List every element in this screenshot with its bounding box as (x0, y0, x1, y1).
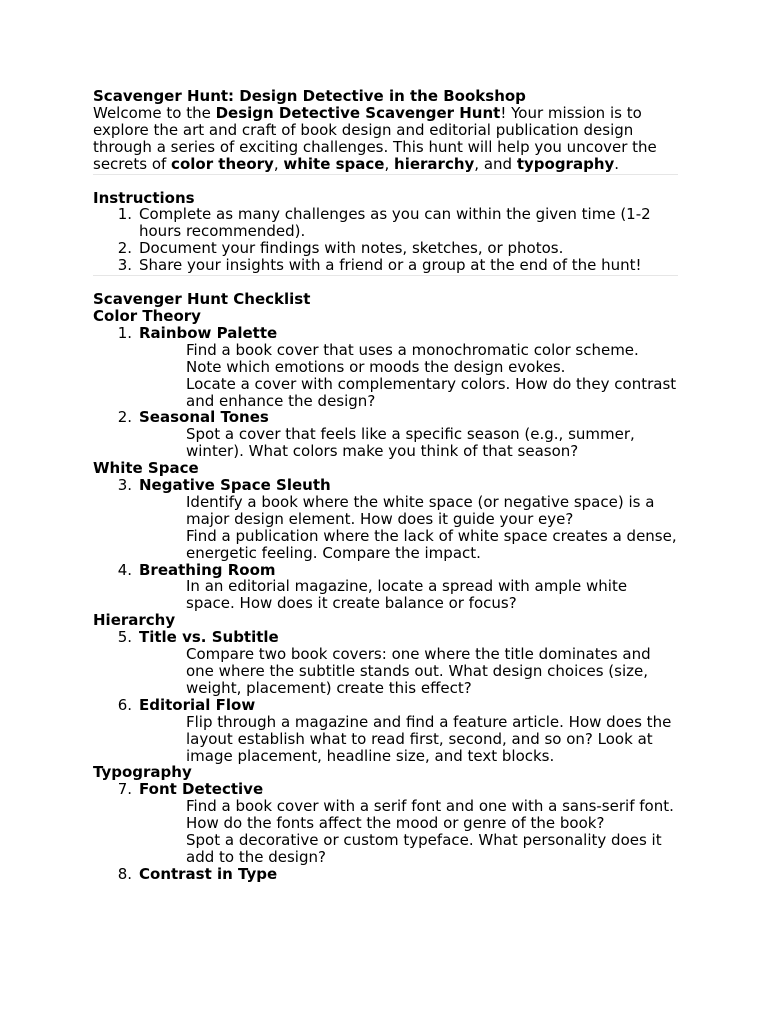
document-title: Scavenger Hunt: Design Detective in the Bookshop (93, 87, 526, 105)
instructions-heading: Instructions (93, 188, 195, 207)
intro-text: , (384, 154, 395, 173)
item-number: 6. (117, 695, 132, 714)
intro-text: . (614, 154, 620, 173)
item-title: Rainbow Palette (139, 323, 278, 342)
step-text: Complete as many challenges as you can within the given time (1-2 hours recommended). (139, 205, 651, 241)
item-number: 2. (117, 408, 132, 427)
item-title: Breathing Room (139, 560, 276, 579)
intro-text: , and (474, 154, 517, 173)
checklist-item (93, 409, 678, 426)
step-text: Share your insights with a friend or a group at the end of the hunt! (139, 256, 642, 275)
document-page (93, 88, 678, 883)
checklist-item (93, 325, 678, 342)
step-text: Document your findings with notes, sketches, or photos. (139, 239, 564, 258)
item-title: Editorial Flow (139, 695, 256, 714)
intro-bold-color-theory: color theory (171, 154, 274, 173)
item-prompt: Find a book cover with a serif font and one with a sans-serif font. How do the fonts affect the mood or genre of the book? (186, 797, 674, 833)
item-prompt: Compare two book covers: one where the title dominates and one where the subtitle stands out. What design choices (size, weight, placement) create this effect? (186, 645, 651, 697)
intro-text: , (273, 154, 284, 173)
item-number: 8. (117, 864, 132, 883)
item-title: Title vs. Subtitle (139, 628, 279, 647)
instruction-step (93, 257, 678, 274)
checklist-heading: Scavenger Hunt Checklist (93, 290, 311, 309)
item-prompt: Identify a book where the white space (or negative space) is a major design element. How does it guide your eye? (186, 492, 655, 528)
item-prompt: Find a publication where the lack of white space creates a dense, energetic feeling. Compare the impact. (186, 526, 677, 562)
section-divider (93, 174, 678, 175)
category-heading: Typography (93, 763, 192, 782)
item-prompt: Locate a cover with complementary colors. How do they contrast and enhance the design? (186, 374, 677, 410)
item-number: 3. (117, 476, 132, 495)
category-heading: Hierarchy (93, 611, 176, 630)
item-number: 1. (117, 323, 132, 342)
intro-paragraph (93, 105, 678, 173)
item-prompt: Find a book cover that uses a monochromatic color scheme. Note which emotions or moods the design evokes. (186, 340, 639, 376)
category-heading: Color Theory (93, 306, 201, 325)
item-prompt: Flip through a magazine and find a feature article. How does the layout establish what to read first, second, and so on? Look at image placement, headline size, and text blocks. (186, 712, 672, 765)
step-number: 3. (117, 256, 132, 275)
intro-bold-hunt-name: Design Detective Scavenger Hunt (215, 103, 501, 122)
item-title: Font Detective (139, 780, 264, 799)
checklist-item (93, 697, 678, 714)
checklist-item (93, 477, 678, 494)
item-number: 5. (117, 628, 132, 647)
checklist-item (93, 562, 678, 579)
item-title: Seasonal Tones (139, 408, 269, 427)
intro-bold-hierarchy: hierarchy (394, 154, 475, 173)
intro-text: Welcome to the (93, 103, 216, 122)
instruction-step (93, 240, 678, 257)
checklist-item (93, 781, 678, 798)
instructions-list (93, 206, 678, 274)
step-number: 1. (117, 205, 132, 224)
item-prompt: Spot a decorative or custom typeface. What personality does it add to the design? (186, 831, 662, 866)
item-title: Contrast in Type (139, 864, 278, 883)
checklist-item (93, 866, 678, 883)
checklist-item (93, 629, 678, 646)
instruction-step (93, 206, 678, 240)
step-number: 2. (117, 239, 132, 258)
item-number: 4. (117, 560, 132, 579)
checklist (93, 308, 678, 883)
intro-bold-white-space: white space (283, 154, 385, 173)
item-number: 7. (117, 780, 132, 799)
intro-text: ! Your mission is to explore the art and craft of book design and editorial publication design through a series of exciting challenges. This hunt will help you uncover the secrets of (93, 103, 657, 173)
intro-bold-typography: typography (516, 154, 615, 173)
item-prompt: Spot a cover that feels like a specific season (e.g., summer, winter). What colors make you think of that season? (186, 425, 635, 461)
section-divider (93, 275, 678, 276)
category-heading: White Space (93, 459, 199, 478)
item-title: Negative Space Sleuth (139, 476, 331, 495)
item-prompt: In an editorial magazine, locate a spread with ample white space. How does it create balance or focus? (186, 577, 628, 613)
